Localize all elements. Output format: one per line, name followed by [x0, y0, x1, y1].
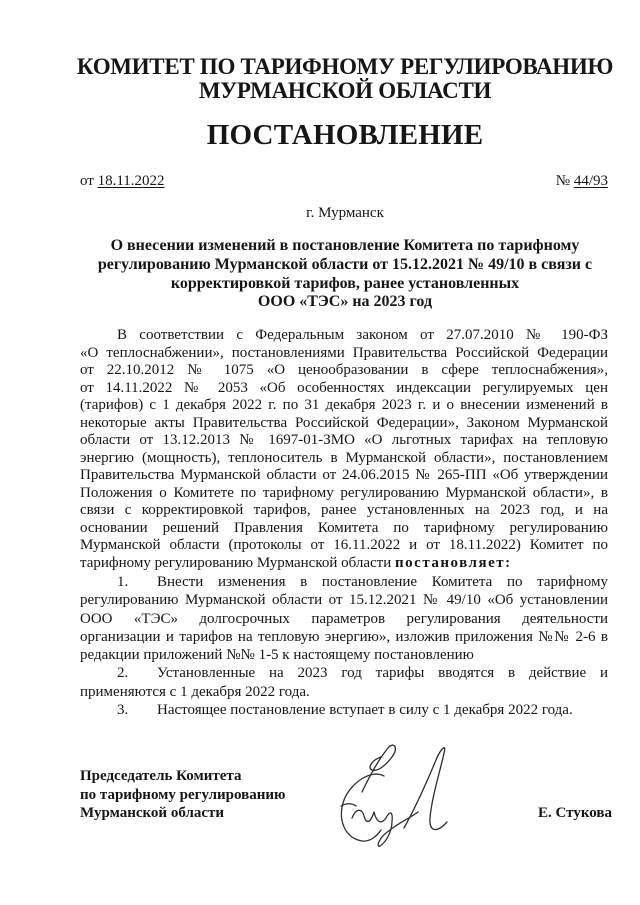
preamble-line: Правительства Мурманской области от 24.06.2015 № 265-ПП «Об утверждении [80, 467, 608, 483]
preamble-line: (тарифов) с 1 декабря 2022 г. по 31 декабря 2023 г. и о внесении изменений в [80, 397, 608, 413]
preamble-line: некоторые акты Правительства Российской Федерации», Законом Мурманской [80, 414, 608, 431]
preamble-line: связи с корректировкой тарифов, ранее установленных на 2023 год, и на [80, 502, 608, 518]
signature-strokes [341, 745, 447, 846]
preamble-line: области от 13.12.2013 № 1697-01-ЗМО «О льготных тарифах на тепловую [80, 432, 608, 448]
date-prefix: от [80, 173, 94, 189]
item-text: Внести изменения в постановление Комитета по тарифному [157, 574, 608, 590]
document-number-group [556, 172, 608, 190]
preamble-line: Положения о Комитете по тарифному регулированию Мурманской области», в [80, 484, 608, 501]
preamble-last-line [80, 555, 608, 573]
item-text: Установленные на 2023 год тарифы вводятся в действие и [157, 665, 608, 682]
item-line: ООО «ТЭС» долгосрочных параметров регулирования деятельности [80, 610, 608, 627]
preamble-line: энергию (мощность), теплоноситель в Мурманской области», постановлением [80, 449, 608, 466]
preamble-line: В соответствии с Федеральным законом от 27.07.2010 № 190-ФЗ [117, 327, 608, 343]
item-line: редакции приложений №№ 1-5 к настоящему постановлению [80, 647, 474, 664]
title-line: корректировкой тарифов, ранее установленных [170, 274, 520, 292]
preamble-line: основании решений Правления Комитета по тарифному регулированию [80, 519, 608, 536]
item-number: 3. [117, 702, 129, 719]
position-line: Председатель Комитета [80, 768, 242, 784]
decree-items [80, 573, 608, 719]
title-line: О внесении изменений в постановление Комитета по тарифному [110, 237, 580, 254]
item-2-first-line [80, 664, 608, 682]
number-prefix: № [555, 173, 571, 189]
preamble-line: от 14.11.2022 № 2053 «Об особенностях индексации регулируемых цен [80, 379, 608, 396]
place-of-issue: г. Мурманск [306, 205, 384, 221]
org-name-line-2: МУРМАНСКОЙ ОБЛАСТИ [198, 78, 492, 103]
item-line: применяются с 1 декабря 2022 года. [80, 683, 310, 700]
decree-word: постановляет: [395, 554, 512, 571]
item-1-first-line [80, 573, 608, 591]
item-number: 1. [117, 574, 129, 590]
signatory-position [80, 767, 285, 823]
document-type-heading: ПОСТАНОВЛЕНИЕ [206, 119, 484, 151]
position-line: по тарифному регулированию [80, 786, 286, 803]
date-number-row [80, 172, 608, 190]
document-number: 44/93 [573, 173, 608, 189]
item-number: 2. [117, 665, 129, 682]
document-title [41, 237, 640, 312]
preamble-line: от 22.10.2012 № 1075 «О ценообразовании в сфере теплоснабжения», [80, 362, 608, 378]
preamble-line-text: тарифному регулированию Мурманской области [80, 554, 392, 571]
title-line: ООО «ТЭС» на 2023 год [257, 293, 433, 311]
item-line: регулированию Мурманской области от 15.12.2021 № 49/10 «Об установлении [80, 592, 608, 609]
position-line: Мурманской области [80, 805, 225, 821]
item-line: организации и тарифов на тепловую энергию», изложив приложения №№ 2-6 в [80, 628, 608, 645]
preamble-paragraph [80, 327, 608, 572]
org-name-line-1: КОМИТЕТ ПО ТАРИФНОМУ РЕГУЛИРОВАНИЮ [76, 54, 614, 79]
handwritten-signature [320, 735, 460, 850]
item-text: Настоящее постановление вступает в силу с 1 декабря 2022 года. [157, 702, 573, 719]
title-line: регулированию Мурманской области от 15.12.2021 № 49/10 в связи с [97, 255, 593, 273]
signatory-name: Е. Стукова [538, 805, 612, 821]
item-3-first-line [80, 701, 608, 719]
preamble-line: «О теплоснабжении», постановлениями Правительства Российской Федерации [80, 344, 608, 361]
preamble-line: Мурманской области (протоколы от 16.11.2022 и от 18.11.2022) Комитет по [80, 537, 608, 553]
document-date: 18.11.2022 [97, 173, 165, 189]
